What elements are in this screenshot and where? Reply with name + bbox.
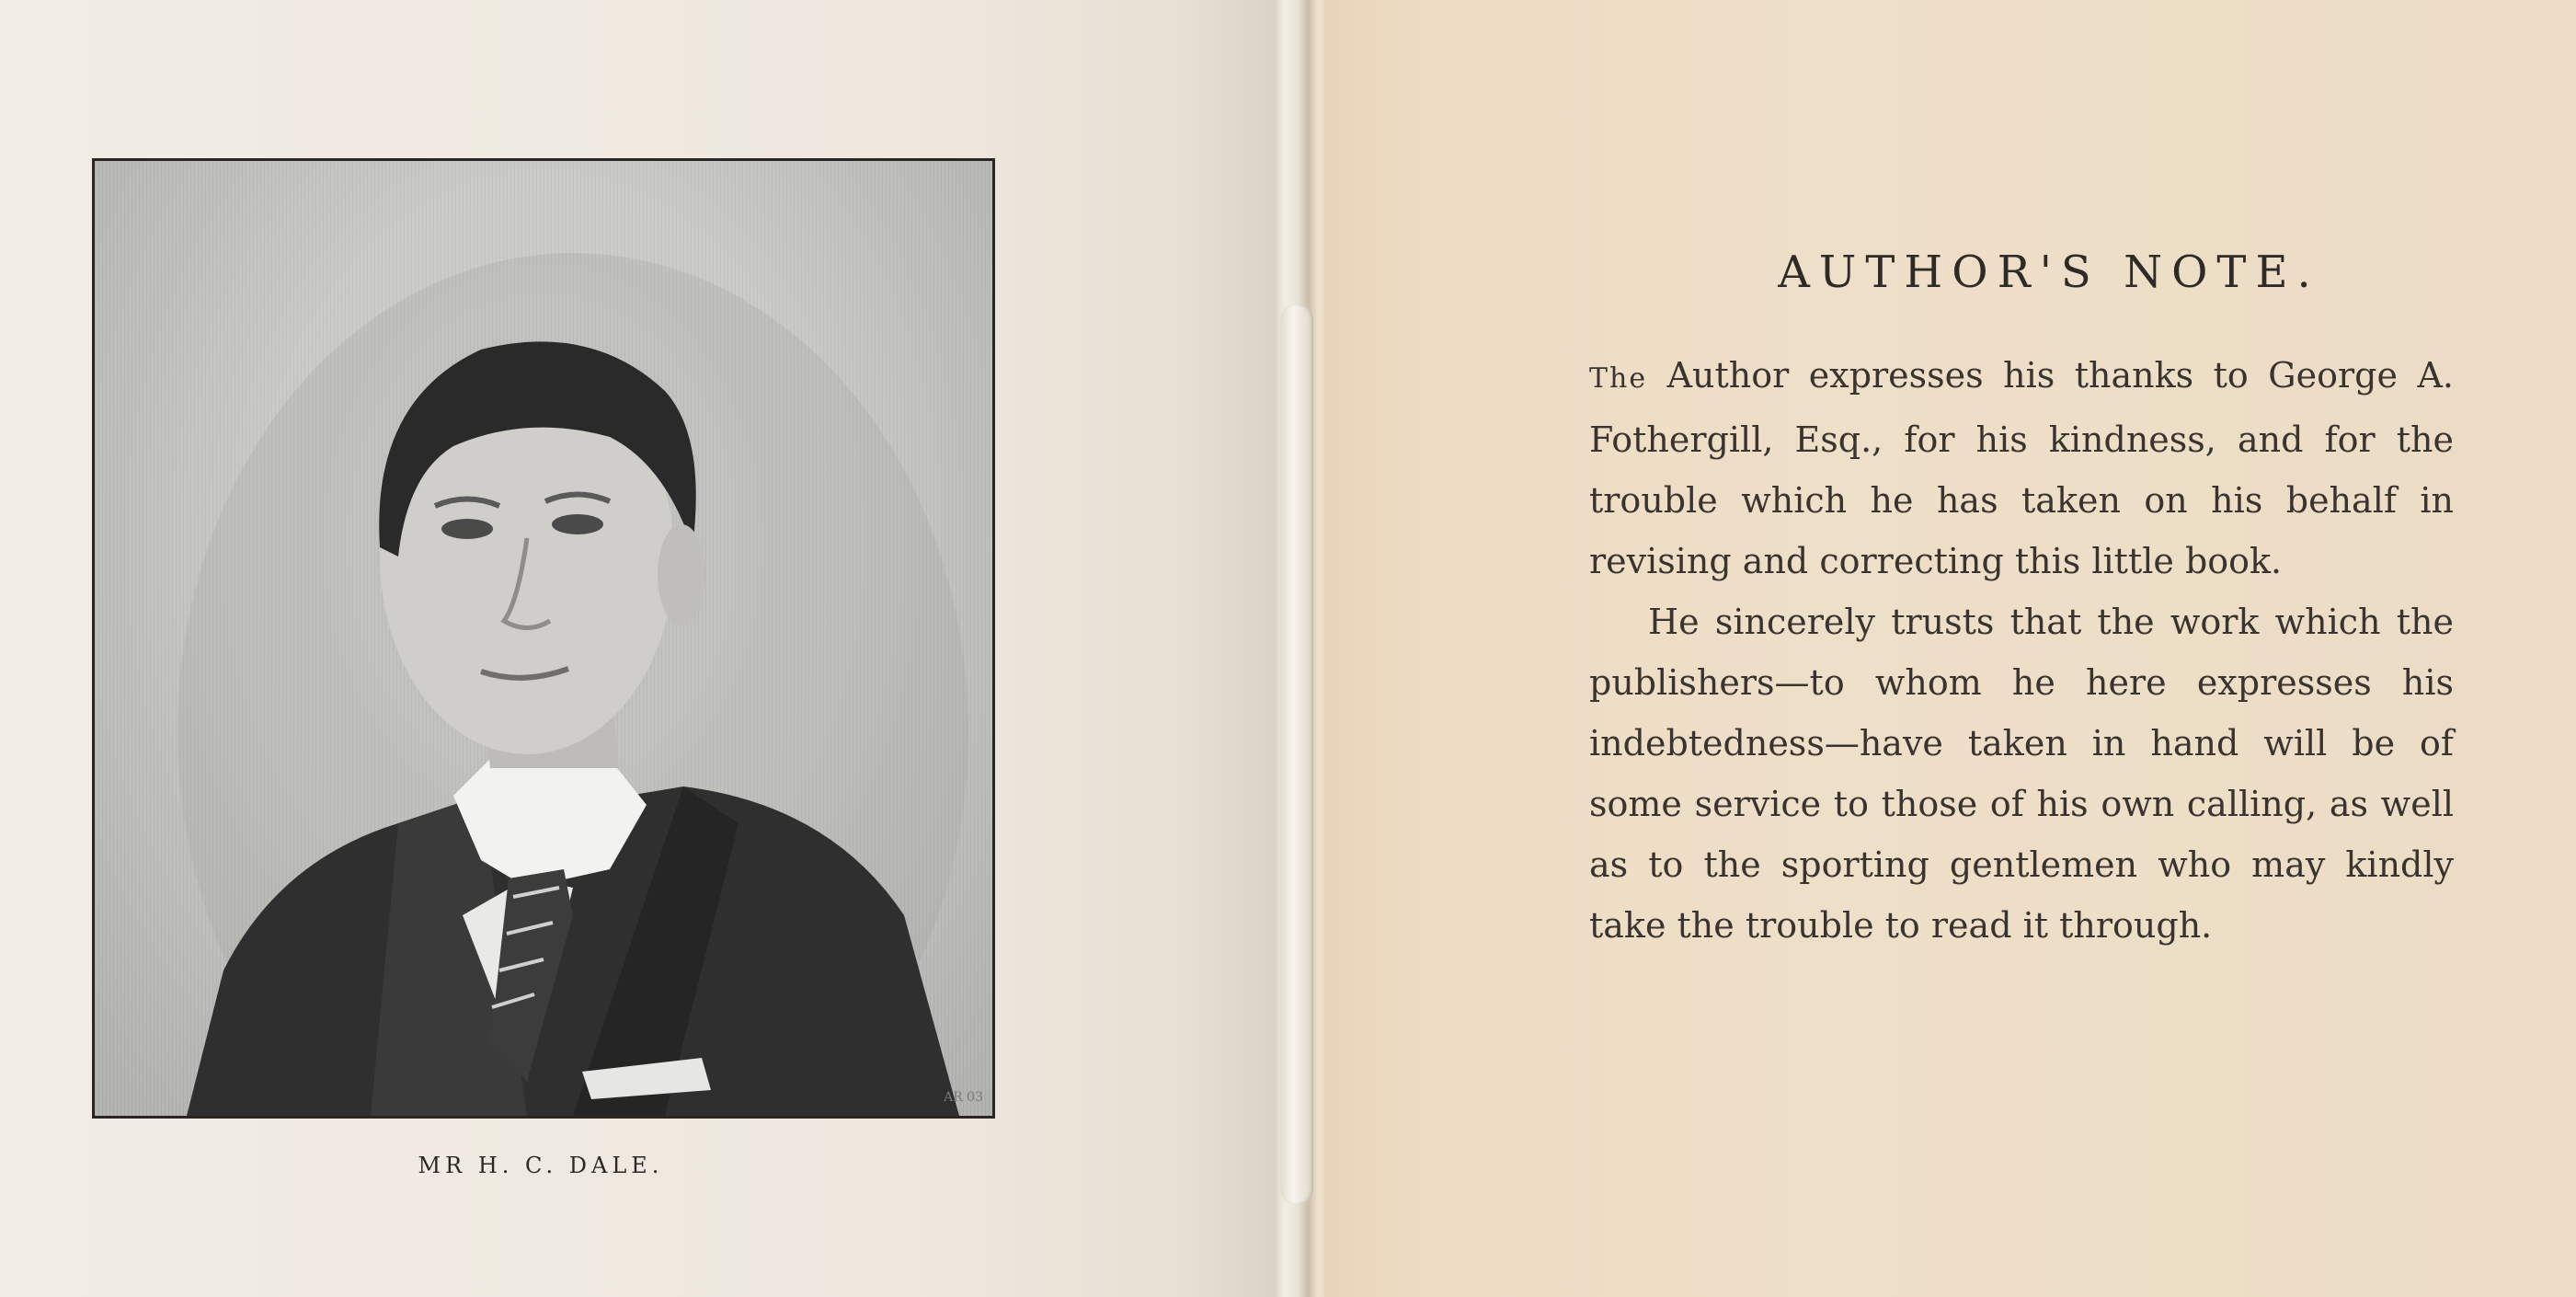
binding-stitch: [1280, 304, 1313, 1205]
page-title: AUTHOR'S NOTE.: [1778, 247, 2320, 298]
engraver-monogram: AR 03: [944, 1089, 983, 1105]
lead-word: The: [1589, 362, 1648, 395]
portrait-caption: MR H. C. DALE.: [418, 1153, 664, 1178]
portrait-photo: [95, 161, 992, 1116]
paragraph-2: [1589, 591, 2454, 956]
left-page: [0, 0, 1283, 1297]
paragraph-1: [1589, 345, 2454, 591]
note-body: [1589, 345, 2454, 956]
paragraph-1-text: Author expresses his thanks to George A. Fothergill, Esq., for his kindness, and for the trouble which he has taken on his behalf in revising and correcting this little book.: [1589, 355, 2454, 581]
paragraph-2-text: He sincerely trusts that the work which the publishers—to whom he here expresses his indebtedness—have taken in hand will be of some service to those of his own calling, as well as to the sporting gentlemen who may kindly take the trouble to read it through.: [1589, 602, 2454, 946]
portrait-plate: [92, 158, 995, 1119]
